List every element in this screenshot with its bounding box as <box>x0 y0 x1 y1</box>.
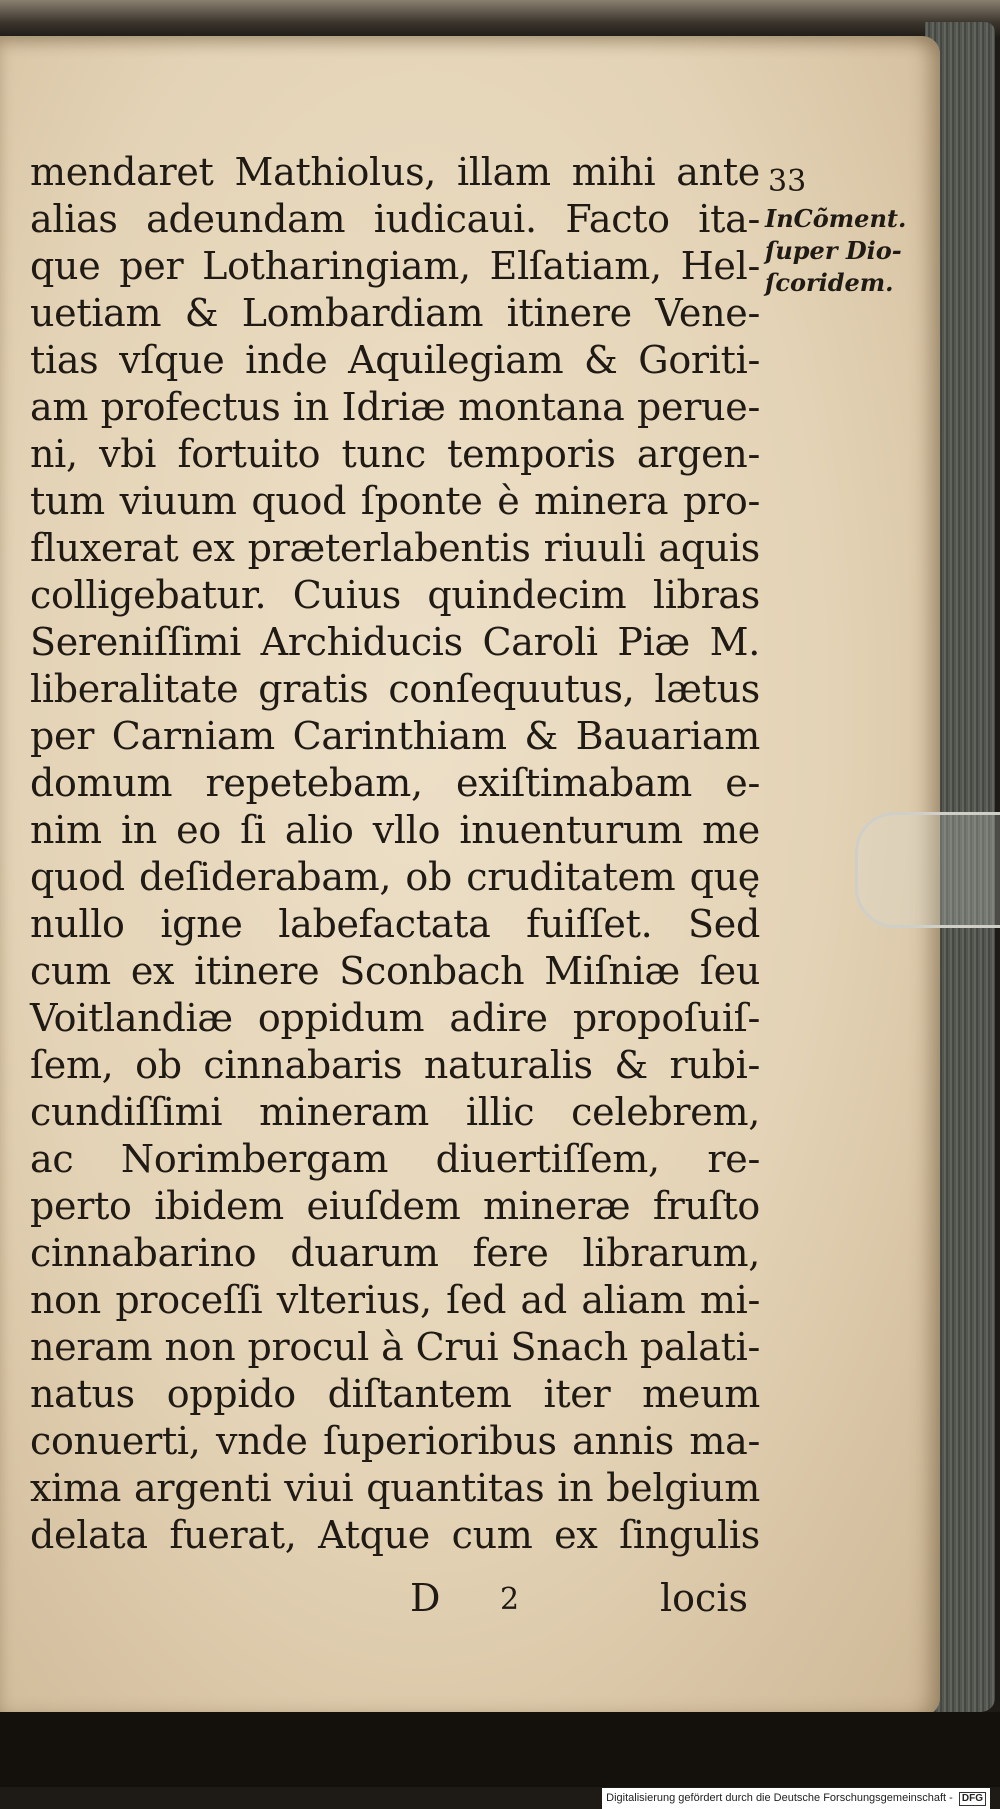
text-line: quod deſiderabam, ob cruditatem quę <box>30 855 760 899</box>
text-line: tias vſque inde Aquilegiam & Goriti- <box>30 338 760 382</box>
text-line: colligebatur. Cuius quindecim libras <box>30 573 760 617</box>
margin-note-line-3: ſcoridem. <box>765 268 894 297</box>
margin-note-line-1: InCõment. <box>765 204 907 233</box>
text-line: non proceſſi vlterius, ſed ad aliam mi- <box>30 1278 760 1322</box>
text-line: cum ex itinere Sconbach Miſniæ ſeu <box>30 949 760 993</box>
text-line: ac Norimbergam diuertiſſem, re- <box>30 1137 760 1181</box>
catchword: locis <box>660 1576 748 1620</box>
text-line: ſem, ob cinnabaris naturalis & rubi- <box>30 1043 760 1087</box>
text-line: Sereniſſimi Archiducis Caroli Piæ M. <box>30 620 760 664</box>
text-line: alias adeundam iudicaui. Facto ita- <box>30 197 760 241</box>
text-line: perto ibidem eiuſdem mineræ fruſto <box>30 1184 760 1228</box>
text-line: cinnabarino duarum fere librarum, <box>30 1231 760 1275</box>
text-line: tum viuum quod ſponte è minera pro- <box>30 479 760 523</box>
text-line: nim in eo ſi alio vllo inuenturum me <box>30 808 760 852</box>
text-line: Voitlandiæ oppidum adire propoſuiſ- <box>30 996 760 1040</box>
bottom-binding-strip <box>0 1712 1000 1787</box>
dfg-logo: DFG <box>959 1792 986 1806</box>
text-line: liberalitate gratis conſequutus, lætus <box>30 667 760 711</box>
top-binding-strip <box>0 0 1000 38</box>
margin-note-line-2: ſuper Dio- <box>765 236 902 265</box>
text-line: conuerti, vnde ſuperioribus annis ma- <box>30 1419 760 1463</box>
text-line: xima argenti viui quantitas in belgium <box>30 1466 760 1510</box>
text-line: delata fuerat, Atque cum ex ſingulis <box>30 1513 760 1557</box>
text-line: nullo igne labefactata fuiſſet. Sed <box>30 902 760 946</box>
text-line: per Carniam Carinthiam & Bauariam <box>30 714 760 758</box>
text-line: am profectus in Idriæ montana perue- <box>30 385 760 429</box>
page-marker-tab <box>855 812 1000 928</box>
text-line: ni, vbi fortuito tunc temporis argen- <box>30 432 760 476</box>
book-page <box>0 36 940 1716</box>
page-number: 33 <box>768 164 807 199</box>
text-line: mendaret Mathiolus, illam mihi ante <box>30 150 760 194</box>
signature-number: 2 <box>500 1582 520 1617</box>
credit-text: Digitalisierung gefördert durch die Deutsche Forschungsgemeinschaft - <box>606 1792 953 1804</box>
text-line: neram non procul à Crui Snach palati- <box>30 1325 760 1369</box>
text-line: fluxerat ex præterlabentis riuuli aquis <box>30 526 760 570</box>
text-line: que per Lotharingiam, Elſatiam, Hel- <box>30 244 760 288</box>
text-line: cundiſſimi mineram illic celebrem, <box>30 1090 760 1134</box>
digitization-credit <box>602 1788 990 1809</box>
text-line: natus oppido diſtantem iter meum <box>30 1372 760 1416</box>
text-line: domum repetebam, exiſtimabam e- <box>30 761 760 805</box>
text-line: uetiam & Lombardiam itinere Vene- <box>30 291 760 335</box>
signature-mark: D <box>410 1576 441 1620</box>
